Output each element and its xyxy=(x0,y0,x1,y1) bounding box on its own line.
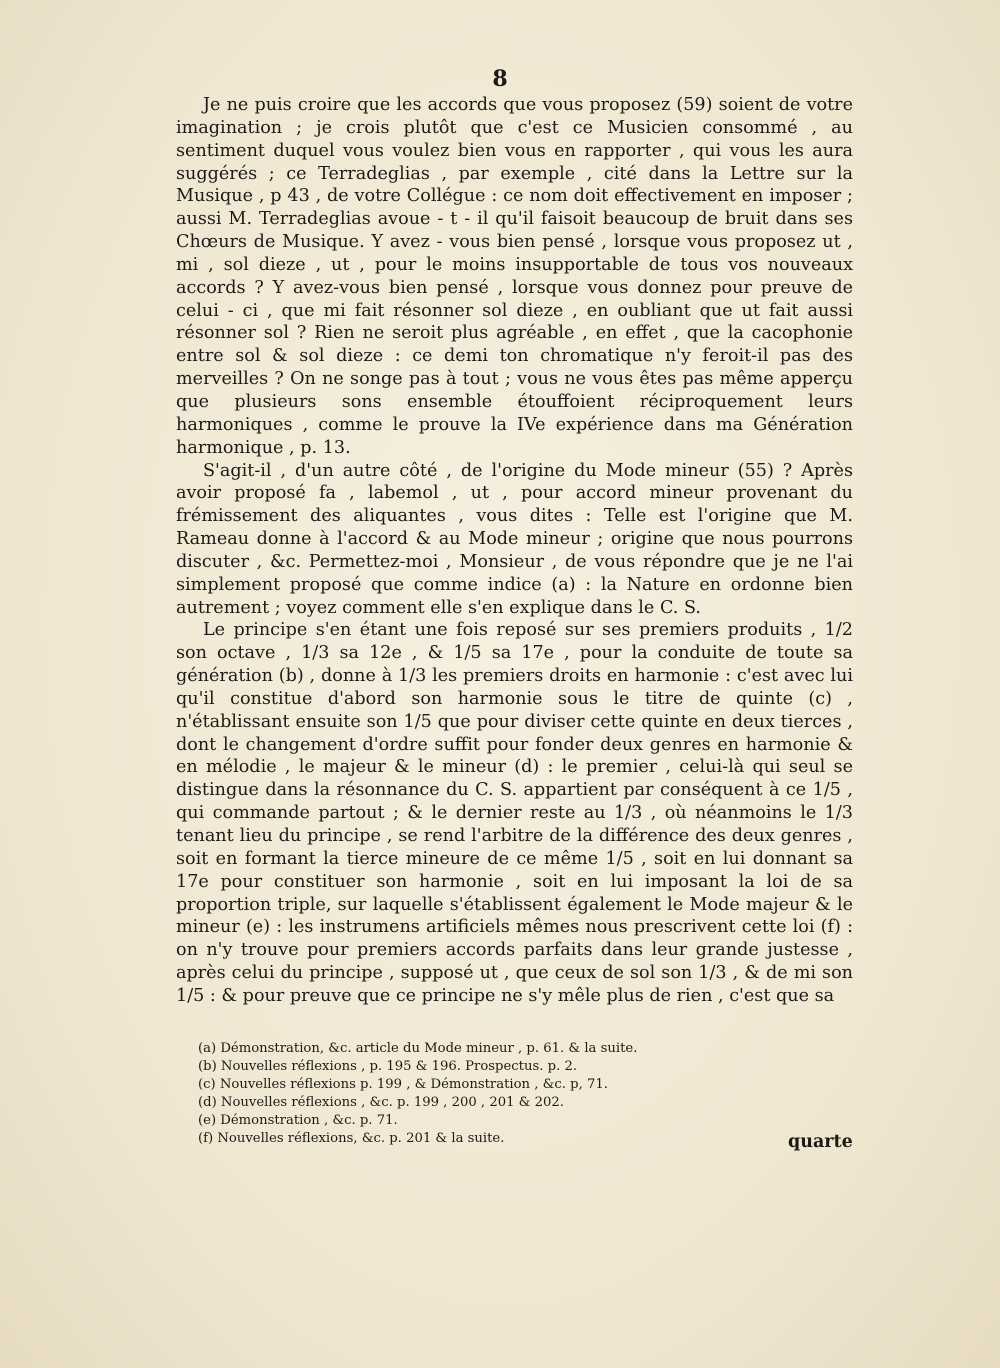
page-number: 8 xyxy=(492,66,508,92)
paragraph: S'agit-il , d'un autre côté , de l'origine du Mode mineur (55) ? Après avoir proposé fa , labemol , ut , pour accord mineur provenant du frémissement des aliquantes , vous dites : Telle est l'origine que M. Rameau donne à l'accord & au Mode mineur ; origine que nous pourrons discuter , &c. Permettez-moi , Monsieur , de vous répondre que je ne l'ai simplement proposé que comme indice (a) : la Nature en ordonne bien autrement ; voyez comment elle s'en explique dans le C. S. xyxy=(176,460,853,618)
paragraph: Je ne puis croire que les accords que vous proposez (59) soient de votre imagination ; je crois plutôt que c'est ce Musicien consommé , au sentiment duquel vous voulez bien vous en rapporter , qui vous les aura suggérés ; ce Terradeglias , par exemple , cité dans la Lettre sur la Musique , p 43 , de votre Collégue : ce nom doit effectivement en imposer ; aussi M. Terradeglias avoue - t - il qu'il faisoit beaucoup de bruit dans ses Chœurs de Musique. Y avez - vous bien pensé , lorsque vous proposez ut , mi , sol dieze , ut , pour le moins insupportable de tous vos nouveaux accords ? Y avez-vous bien pensé , lorsque vous donnez pour preuve de celui - ci , que mi fait résonner sol dieze , en oubliant que ut fait aussi résonner sol ? Rien ne seroit plus agréable , en effet , que la cacophonie entre sol & sol dieze : ce demi ton chromatique n'y feroit-il pas des merveilles ? On ne songe pas à tout ; vous ne vous êtes pas même apperçu que plusieurs sons ensemble étouffoient réciproquement leurs harmoniques , comme le prouve la IVe expérience dans ma Génération harmonique , p. 13. xyxy=(176,95,853,458)
footnote: (f) Nouvelles réflexions, &c. p. 201 & la suite. xyxy=(198,1131,505,1147)
catchword: quarte xyxy=(788,1132,853,1152)
footnotes xyxy=(198,1040,858,1149)
main-text xyxy=(176,94,853,1008)
footnote: (d) Nouvelles réflexions , &c. p. 199 , 200 , 201 & 202. xyxy=(198,1095,564,1111)
footnote: (b) Nouvelles réflexions , p. 195 & 196. Prospectus. p. 2. xyxy=(198,1059,578,1075)
paragraph: Le principe s'en étant une fois reposé sur ses premiers produits , 1/2 son octave , 1/3 sa 12e , & 1/5 sa 17e , pour la conduite de toute sa génération (b) , donne à 1/3 les premiers droits en harmonie : c'est avec lui qu'il constitue d'abord son harmonie sous le titre de quinte (c) , n'établissant ensuite son 1/5 que pour diviser cette quinte en deux tierces , dont le changement d'ordre suffit pour fonder deux genres en harmonie & en mélodie , le majeur & le mineur (d) : le premier , celui-là qui seul se distingue dans la résonnance du C. S. appartient par conséquent à ce 1/5 , qui commande partout ; & le dernier reste au 1/3 , où néanmoins le 1/3 tenant lieu du principe , se rend l'arbitre de la différence des deux genres , soit en formant la tierce mineure de ce même 1/5 , soit en lui donnant sa 17e pour constituer son harmonie , soit en lui imposant la loi de sa proportion triple, sur laquelle s'établissent également le Mode majeur & le mineur (e) : les instrumens artificiels mêmes nous prescrivent cette loi (f) : on n'y trouve pour premiers accords parfaits dans leur grande justesse , après celui du principe , supposé ut , que ceux de sol son 1/3 , & de mi son 1/5 : & pour preuve que ce principe ne s'y mêle plus de rien , c'est que sa xyxy=(176,620,853,1006)
footnote: (c) Nouvelles réflexions p. 199 , & Démonstration , &c. p, 71. xyxy=(198,1077,608,1093)
footnote: (a) Démonstration, &c. article du Mode mineur , p. 61. & la suite. xyxy=(198,1041,638,1056)
footnote: (e) Démonstration , &c. p. 71. xyxy=(198,1113,398,1129)
